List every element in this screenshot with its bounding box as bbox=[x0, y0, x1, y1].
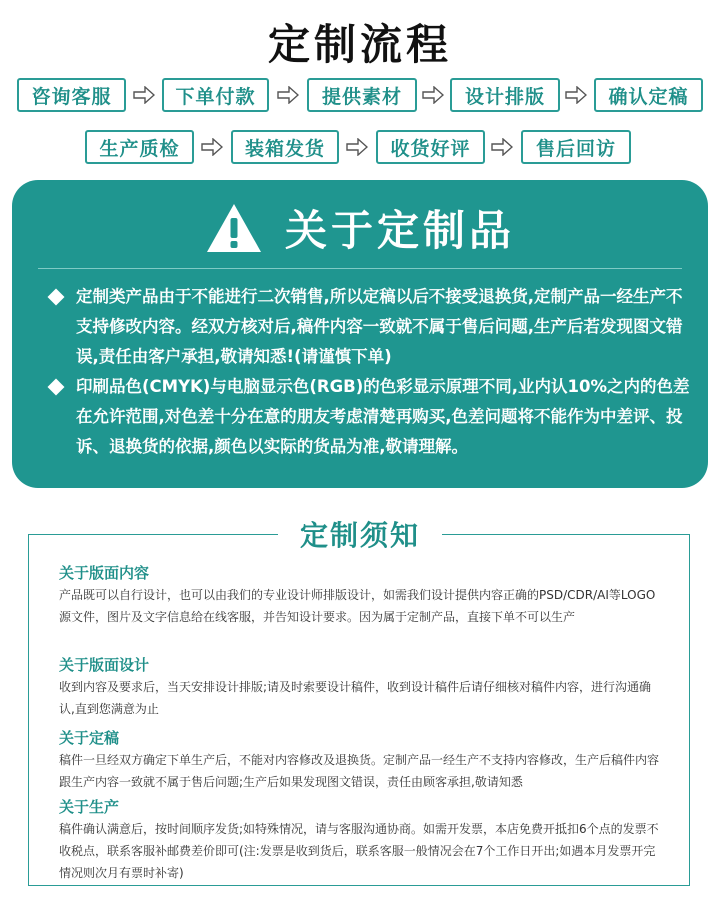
section-heading: 关于定稿 bbox=[59, 729, 120, 747]
notice-section bbox=[59, 562, 659, 628]
section-body: 收到内容及要求后，当天安排设计排版;请及时索要设计稿件，收到设计稿件后请仔细核对稿件内容，进行沟通确认,直到您满意为止 bbox=[59, 680, 652, 716]
arrow-right-icon bbox=[491, 138, 513, 156]
notice-section bbox=[59, 727, 659, 793]
flow-step-order-pay: 下单付款 bbox=[162, 78, 269, 112]
flow-row-2 bbox=[0, 130, 720, 166]
section-body: 稿件确认满意后，按时间顺序发货;如特殊情况，请与客服沟通协商。如需开发票，本店免费开抵扣6个点的发票不收税点，联系客服补邮费差价即可(注:发票是收到货后，联系客服一般情况会在7个工作日开出;如遇本月发票开完情况则次月有票时补寄) bbox=[59, 822, 659, 880]
flow-step-shipping: 装箱发货 bbox=[231, 130, 339, 164]
flow-step-confirm: 确认定稿 bbox=[594, 78, 703, 112]
about-bullet: 印刷品色(CMYK)与电脑显示色(RGB)的色彩显示原理不同,业内认10%之内的色差在允许范围,对色差十分在意的朋友考虑清楚再购买,色差问题将不能作为中差评、投诉、退换货的依据,颜色以实际的货品为准,敬请理解。 bbox=[50, 372, 690, 462]
section-heading: 关于版面内容 bbox=[59, 564, 150, 582]
notice-section bbox=[59, 796, 659, 884]
page-title: 定制流程 bbox=[267, 20, 452, 69]
section-body: 稿件一旦经双方确定下单生产后，不能对内容修改及退换货。定制产品一经生产不支持内容修改，生产后稿件内容跟生产内容一致就不属于售后问题;生产后如果发现图文错误，责任由顾客承担,敬请知悉 bbox=[59, 753, 660, 789]
arrow-right-icon bbox=[133, 86, 155, 104]
about-title: 关于定制品 bbox=[284, 206, 515, 255]
about-header bbox=[12, 198, 708, 258]
arrow-right-icon bbox=[422, 86, 444, 104]
warning-icon bbox=[205, 202, 263, 254]
about-bullet: 定制类产品由于不能进行二次销售,所以定稿以后不接受退换货,定制产品一经生产不支持修改内容。经双方核对后,稿件内容一致就不属于售后问题,生产后若发现图文错误,责任由客户承担,敬请知悉!(请谨慎下单) bbox=[50, 282, 690, 372]
notice-title: 定制须知 bbox=[278, 514, 442, 554]
notice-section bbox=[59, 654, 659, 720]
flow-step-design: 设计排版 bbox=[450, 78, 560, 112]
flow-step-consult: 咨询客服 bbox=[17, 78, 126, 112]
divider bbox=[38, 268, 682, 269]
flow-step-review: 收货好评 bbox=[376, 130, 485, 164]
flow-row-1 bbox=[0, 78, 720, 114]
about-card bbox=[12, 180, 708, 488]
arrow-right-icon bbox=[201, 138, 223, 156]
notice-title-wrap bbox=[0, 514, 720, 554]
section-heading: 关于版面设计 bbox=[59, 656, 150, 674]
flow-step-after-sales: 售后回访 bbox=[521, 130, 631, 164]
arrow-right-icon bbox=[565, 86, 587, 104]
arrow-right-icon bbox=[277, 86, 299, 104]
section-heading: 关于生产 bbox=[59, 798, 120, 816]
arrow-right-icon bbox=[346, 138, 368, 156]
flow-step-production: 生产质检 bbox=[85, 130, 194, 164]
flow-step-materials: 提供素材 bbox=[307, 78, 417, 112]
section-body: 产品既可以自行设计，也可以由我们的专业设计师排版设计，如需我们设计提供内容正确的PSD/CDR/AI等LOGO源文件，图片及文字信息给在线客服，并告知设计要求。因为属于定制产品，直接下单不可以生产 bbox=[59, 588, 656, 624]
